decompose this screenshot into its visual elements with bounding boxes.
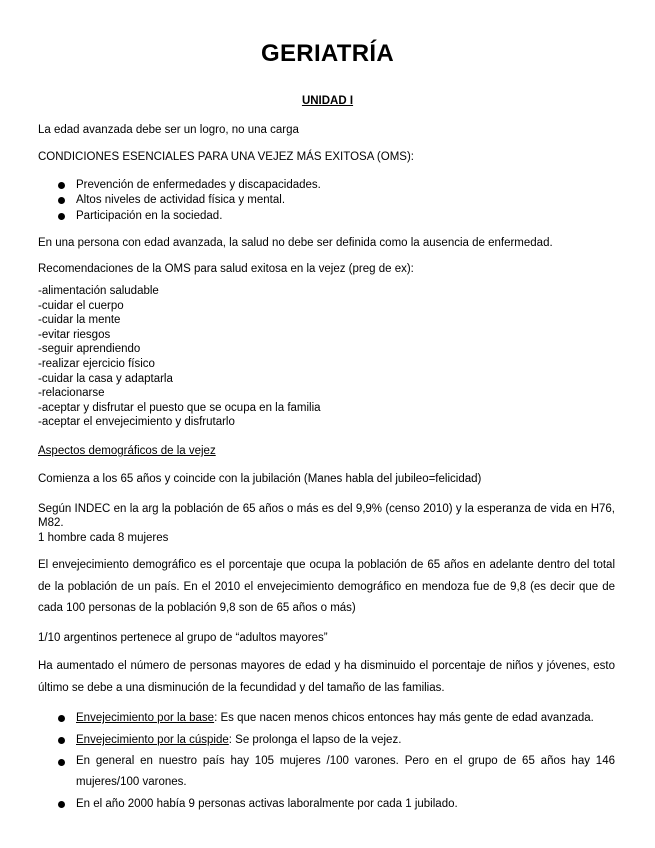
bullet-icon <box>58 737 65 744</box>
condition-item: Altos niveles de actividad física y mental. <box>76 194 286 206</box>
aging-type-term: Envejecimiento por la base <box>76 712 215 724</box>
document-title: GERIATRÍA <box>261 40 394 67</box>
recommendation-item: -aceptar el envejecimiento y disfrutarlo <box>38 416 235 429</box>
bullet-icon <box>58 759 65 766</box>
indec-text: Según INDEC en la arg la población de 65 años o más es del 9,9% (censo 2010) y la esperanza de vida en H76, M82. <box>38 503 615 529</box>
adults-ratio: 1/10 argentinos pertenece al grupo de “adultos mayores” <box>38 632 328 644</box>
country-stat-item: En el año 2000 había 9 personas activas laboralmente por cada 1 jubilado. <box>76 798 458 810</box>
demographics-heading: Aspectos demográficos de la vejez <box>38 445 216 457</box>
conditions-heading: CONDICIONES ESENCIALES PARA UNA VEJEZ MÁS EXITOSA (OMS): <box>38 151 414 163</box>
country-stat-item: En general en nuestro país hay 105 mujeres /100 varones. Pero en el grupo de 65 años hay 146 mujeres/100 varones. <box>76 755 615 788</box>
aging-type-term: Envejecimiento por la cúspide <box>76 734 229 746</box>
recommendation-item: -evitar riesgos <box>38 328 111 341</box>
bullet-icon <box>58 213 65 220</box>
recommendation-item: -seguir aprendiendo <box>38 343 141 356</box>
unit-heading: UNIDAD I <box>301 95 354 107</box>
recommendation-item: -realizar ejercicio físico <box>38 357 155 370</box>
recommendations-heading: Recomendaciones de la OMS para salud exitosa en la vejez (preg de ex): <box>38 263 414 275</box>
health-statement: En una persona con edad avanzada, la salud no debe ser definida como la ausencia de enfermedad. <box>38 237 553 249</box>
recommendations-list <box>38 284 321 430</box>
demographics-start: Comienza a los 65 años y coincide con la jubilación (Manes habla del jubileo=felicidad) <box>38 473 482 485</box>
aging-type-text: : Es que nacen menos chicos entonces hay más gente de edad avanzada. <box>214 712 594 724</box>
bullet-icon <box>58 801 65 808</box>
intro-text: La edad avanzada debe ser un logro, no una carga <box>38 124 299 136</box>
condition-item: Prevención de enfermedades y discapacidades. <box>76 179 321 191</box>
aging-definition: El envejecimiento demográfico es el porcentaje que ocupa la población de 65 años en adelante dentro del total de la población de un país. En el 2010 el envejecimiento demográfico en mendoza fue de 9,8 (es decir que de cada 100 personas de la población 9,8 son de 65 años o más) <box>38 559 615 614</box>
bullet-icon <box>58 715 65 722</box>
recommendation-item: -cuidar la mente <box>38 314 121 327</box>
increase-text: Ha aumentado el número de personas mayores de edad y ha disminuido el porcentaje de niños y jóvenes, esto último se debe a una disminución de la fecundidad y del tamaño de las familias. <box>38 660 615 694</box>
recommendation-item: -alimentación saludable <box>38 285 159 297</box>
recommendation-item: -cuidar el cuerpo <box>38 299 124 312</box>
condition-item: Participación en la sociedad. <box>76 210 223 222</box>
bullet-icon <box>58 182 65 189</box>
recommendation-item: -relacionarse <box>38 387 105 400</box>
bullet-icon <box>58 197 65 204</box>
aging-type-item <box>76 733 401 747</box>
recommendation-item: -cuidar la casa y adaptarla <box>38 372 173 385</box>
aging-type-text: : Se prolonga el lapso de la vejez. <box>228 734 402 746</box>
recommendation-item: -aceptar y disfrutar el puesto que se ocupa en la familia <box>38 401 321 414</box>
aging-type-item <box>76 711 594 725</box>
ratio-text: 1 hombre cada 8 mujeres <box>38 532 169 544</box>
